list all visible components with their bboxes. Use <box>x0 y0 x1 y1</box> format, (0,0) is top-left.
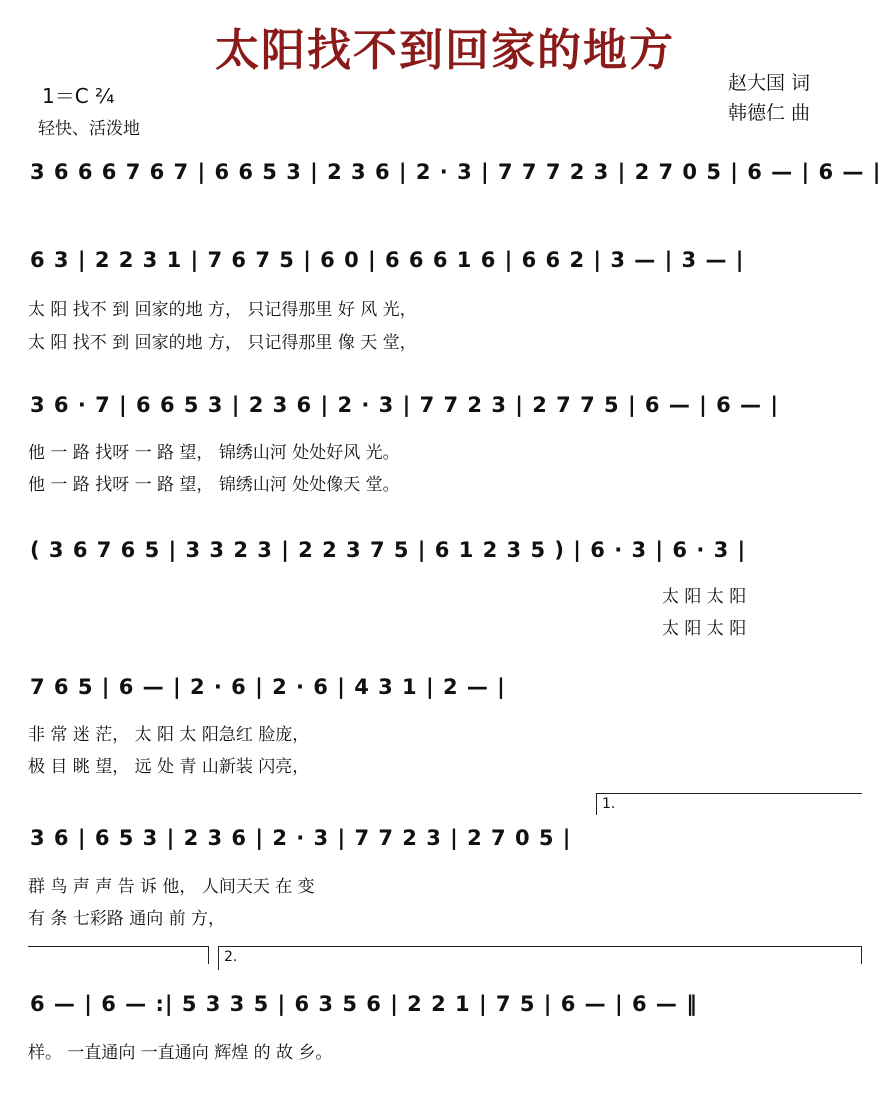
notation-line-4: ( 3 6 7 6 5 | 3 3 2 3 | 2 2 3 7 5 | 6 1 2 3 5 ) | 6 · 3 | 6 · 3 | <box>30 538 747 562</box>
second-ending-line <box>218 946 862 947</box>
lyric-line-3-verse-1: 他 一 路 找呀 一 路 望， 锦绣山河 处处好风 光。 <box>28 443 400 463</box>
notation-line-7: 6 — | 6 — :| 5 3 3 5 | 6 3 5 6 | 2 2 1 | 7 5 | 6 — | 6 — ‖ <box>30 992 698 1016</box>
lyric-line-5-verse-1: 非 常 迷 茫， 太 阳 太 阳急红 脸庞， <box>28 725 310 745</box>
lyric-line-4-verse-1: 太 阳 太 阳 <box>662 587 747 607</box>
song-title: 太阳找不到回家的地方 <box>215 25 675 76</box>
lyric-line-3-verse-2: 他 一 路 找呀 一 路 望， 锦绣山河 处处像天 堂。 <box>28 475 400 495</box>
lyric-line-2-verse-2: 太 阳 找不 到 回家的地 方， 只记得那里 像 天 堂， <box>28 333 417 353</box>
lyric-line-5-verse-2: 极 目 眺 望， 远 处 青 山新装 闪亮， <box>28 757 310 777</box>
key-signature: 1＝C ²⁄₄ <box>42 84 115 108</box>
notation-line-2: 6 3 | 2 2 3 1 | 7 6 7 5 | 6 0 | 6 6 6 1 6 | 6 6 2 | 3 — | 3 — | <box>30 248 745 272</box>
notation-line-6: 3 6 | 6 5 3 | 2 3 6 | 2 · 3 | 7 7 2 3 | 2 7 0 5 | <box>30 826 572 850</box>
first-ending-continuation <box>28 946 208 947</box>
notation-line-5: 7 6 5 | 6 — | 2 · 6 | 2 · 6 | 4 3 1 | 2 — | <box>30 675 506 699</box>
lyricist-credit: 赵大国 词 <box>728 72 811 94</box>
notation-line-3: 3 6 · 7 | 6 6 5 3 | 2 3 6 | 2 · 3 | 7 7 2 3 | 2 7 7 5 | 6 — | 6 — | <box>30 393 780 417</box>
composer-credit: 韩德仁 曲 <box>728 102 811 124</box>
second-ending-close <box>861 946 862 964</box>
first-ending-bracket <box>596 793 597 815</box>
second-ending-bracket <box>218 946 219 970</box>
first-ending-line <box>596 793 862 794</box>
second-ending-label: 2. <box>224 949 238 965</box>
lyric-line-6-verse-2: 有 条 七彩路 通向 前 方， <box>28 909 226 929</box>
lyric-line-6-verse-1: 群 鸟 声 声 告 诉 他， 人间天天 在 变 <box>28 877 315 897</box>
lyric-line-7-verse-1: 样。 一直通向 一直通向 辉煌 的 故 乡。 <box>28 1043 333 1063</box>
lyric-line-2-verse-1: 太 阳 找不 到 回家的地 方， 只记得那里 好 风 光， <box>28 300 417 320</box>
notation-line-1: 3 6 6 6 7 6 7 | 6 6 5 3 | 2 3 6 | 2 · 3 | 7 7 7 2 3 | 2 7 0 5 | 6 — | 6 — | <box>30 160 882 184</box>
first-ending-close <box>208 946 209 964</box>
lyric-line-4-verse-2: 太 阳 太 阳 <box>662 619 747 639</box>
tempo-marking: 轻快、活泼地 <box>38 119 140 139</box>
first-ending-label: 1. <box>602 796 616 812</box>
